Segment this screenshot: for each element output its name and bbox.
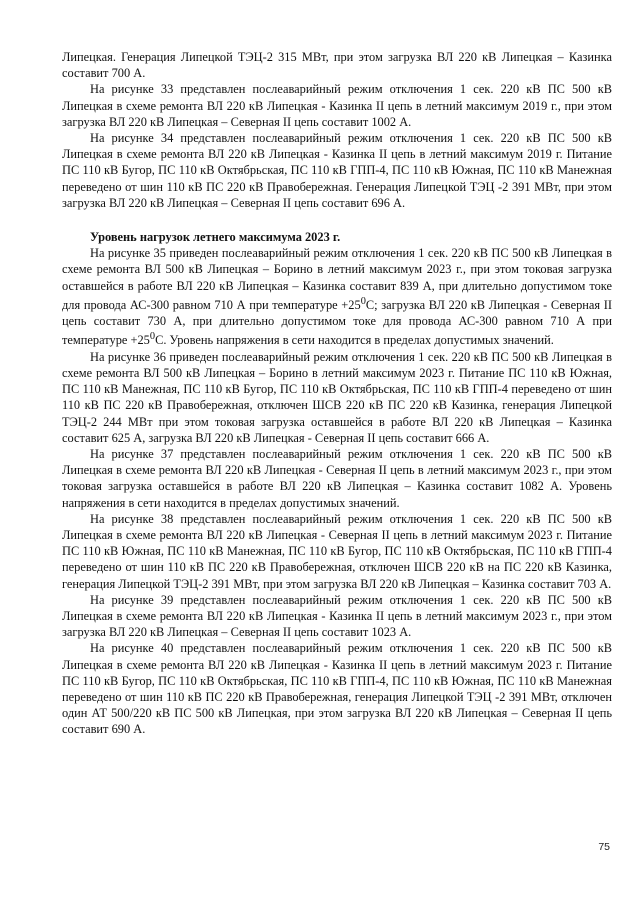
section-heading: Уровень нагрузок летнего максимума 2023 г. (90, 230, 341, 245)
page-number: 75 (598, 841, 610, 853)
document-page (62, 49, 612, 738)
paragraph-figure-36: На рисунке 36 приведен послеаварийный режим отключения 1 сек. 220 кВ ПС 500 кВ Липецкая в схеме ремонта ВЛ 500 кВ Липецкая – Борино в летний максимум 2023 г. Питание ПС 110 кВ Южная, ПС 110 кВ Манежная, ПС 110 кВ Бугор, ПС 110 кВ Октябрьская, ПС 110 кВ ГПП-4 переведено от шин 110 кВ ПС 220 кВ Правобережная, отключен ШСВ 220 кВ ПС 220 кВ Казинка, генерация Липецкой ТЭЦ-2 244 МВт при этом токовая загрузка оставшейся в работе ВЛ 220 кВ Липецкая – Казинка составит 625 А, загрузка ВЛ 220 кВ Липецкая - Северная II цепь составит 666 А. (62, 349, 612, 445)
paragraph-figure-33: На рисунке 33 представлен послеаварийный режим отключения 1 сек. 220 кВ ПС 500 кВ Липецкая в схеме ремонта ВЛ 220 кВ Липецкая - Казинка II цепь в летний максимум 2019 г., при этом загрузка ВЛ 220 кВ Липецкая – Северная II цепь составит 1002 А. (62, 82, 612, 129)
paragraph-continuation: Липецкая. Генерация Липецкой ТЭЦ-2 315 МВт, при этом загрузка ВЛ 220 кВ Липецкая – Казинка составит 700 А. (62, 50, 612, 81)
paragraph-figure-34: На рисунке 34 представлен послеаварийный режим отключения 1 сек. 220 кВ ПС 500 кВ Липецкая в схеме ремонта ВЛ 220 кВ Липецкая - Казинка II цепь в летний максимум 2019 г. Питание ПС 110 кВ Бугор, ПС 110 кВ Октябрьская, ПС 110 кВ ГПП-4, ПС 110 кВ Южная, ПС 110 кВ Манежная переведено от шин 110 кВ ПС 220 кВ Правобережная. Генерация Липецкой ТЭЦ -2 391 МВт, при этом загрузка ВЛ 220 кВ Липецкая – Северная II цепь составит 696 А. (62, 131, 612, 210)
degree-superscript: 0 (149, 331, 156, 343)
paragraph-35-part-2: С; загрузка ВЛ 220 кВ Липецкая - Северная II цепь составит 730 А, при длительно допустимом токе для провода АС-300 равном 710 А при температуре +25 (62, 297, 612, 348)
degree-superscript: 0 (360, 295, 366, 307)
paragraph-figure-35 (62, 245, 612, 348)
paragraph-figure-39: На рисунке 39 представлен послеаварийный режим отключения 1 сек. 220 кВ ПС 500 кВ Липецкая в схеме ремонта ВЛ 220 кВ Липецкая - Казинка II цепь в летний максимум 2023 г., при этом загрузка ВЛ 220 кВ Липецкая – Северная II цепь составит 1023 А. (62, 592, 612, 640)
paragraph-35-part-3: С. Уровень напряжения в сети находится в пределах допустимых значений. (155, 333, 554, 348)
paragraph-35-part-1: На рисунке 35 приведен послеаварийный режим отключения 1 сек. 220 кВ ПС 500 кВ Липецкая в схеме ремонта ВЛ 500 кВ Липецкая – Борино в летний максимум 2023 г., при этом токовая загрузка оставшейся в работе ВЛ 220 кВ Липецкая – Казинка составит 839 А, при длительно допустимом токе для провода АС-300 равном 710 А при температуре +25 (62, 246, 612, 312)
paragraph-figure-37: На рисунке 37 представлен послеаварийный режим отключения 1 сек. 220 кВ ПС 500 кВ Липецкая в схеме ремонта ВЛ 220 кВ Липецкая - Северная II цепь в летний максимум 2023 г., при этом токовая загрузка оставшейся в работе ВЛ 220 кВ Липецкая – Казинка составит 1082 А. Уровень напряжения в сети находится в пределах допустимых значений. (62, 446, 612, 510)
paragraph-figure-38: На рисунке 38 представлен послеаварийный режим отключения 1 сек. 220 кВ ПС 500 кВ Липецкая в схеме ремонта ВЛ 220 кВ Липецкая - Северная II цепь в летний максимум 2023 г. Питание ПС 110 кВ Южная, ПС 110 кВ Манежная, ПС 110 кВ Бугор, ПС 110 кВ Октябрьская, ПС 110 кВ ГПП-4 переведено от шин 110 кВ ПС 220 кВ Правобережная, отключен ШСВ 220 кВ на ПС 220 кВ Казинка, генерация Липецкой ТЭЦ-2 391 МВт, при этом загрузка ВЛ 220 кВ Липецкая – Казинка составит 703 А. (62, 511, 612, 591)
paragraph-figure-40: На рисунке 40 представлен послеаварийный режим отключения 1 сек. 220 кВ ПС 500 кВ Липецкая в схеме ремонта ВЛ 220 кВ Липецкая - Казинка II цепь в летний максимум 2023 г. Питание ПС 110 кВ Бугор, ПС 110 кВ Октябрьская, ПС 110 кВ ГПП-4, ПС 110 кВ Южная, ПС 110 кВ Манежная переведено от шин 110 кВ ПС 220 кВ Правобережная, генерация Липецкой ТЭЦ -2 391 МВт, отключен один АТ 500/220 кВ ПС 500 кВ Липецкая, при этом загрузка ВЛ 220 кВ Липецкая – Северная II цепь составит 690 А. (62, 641, 612, 737)
